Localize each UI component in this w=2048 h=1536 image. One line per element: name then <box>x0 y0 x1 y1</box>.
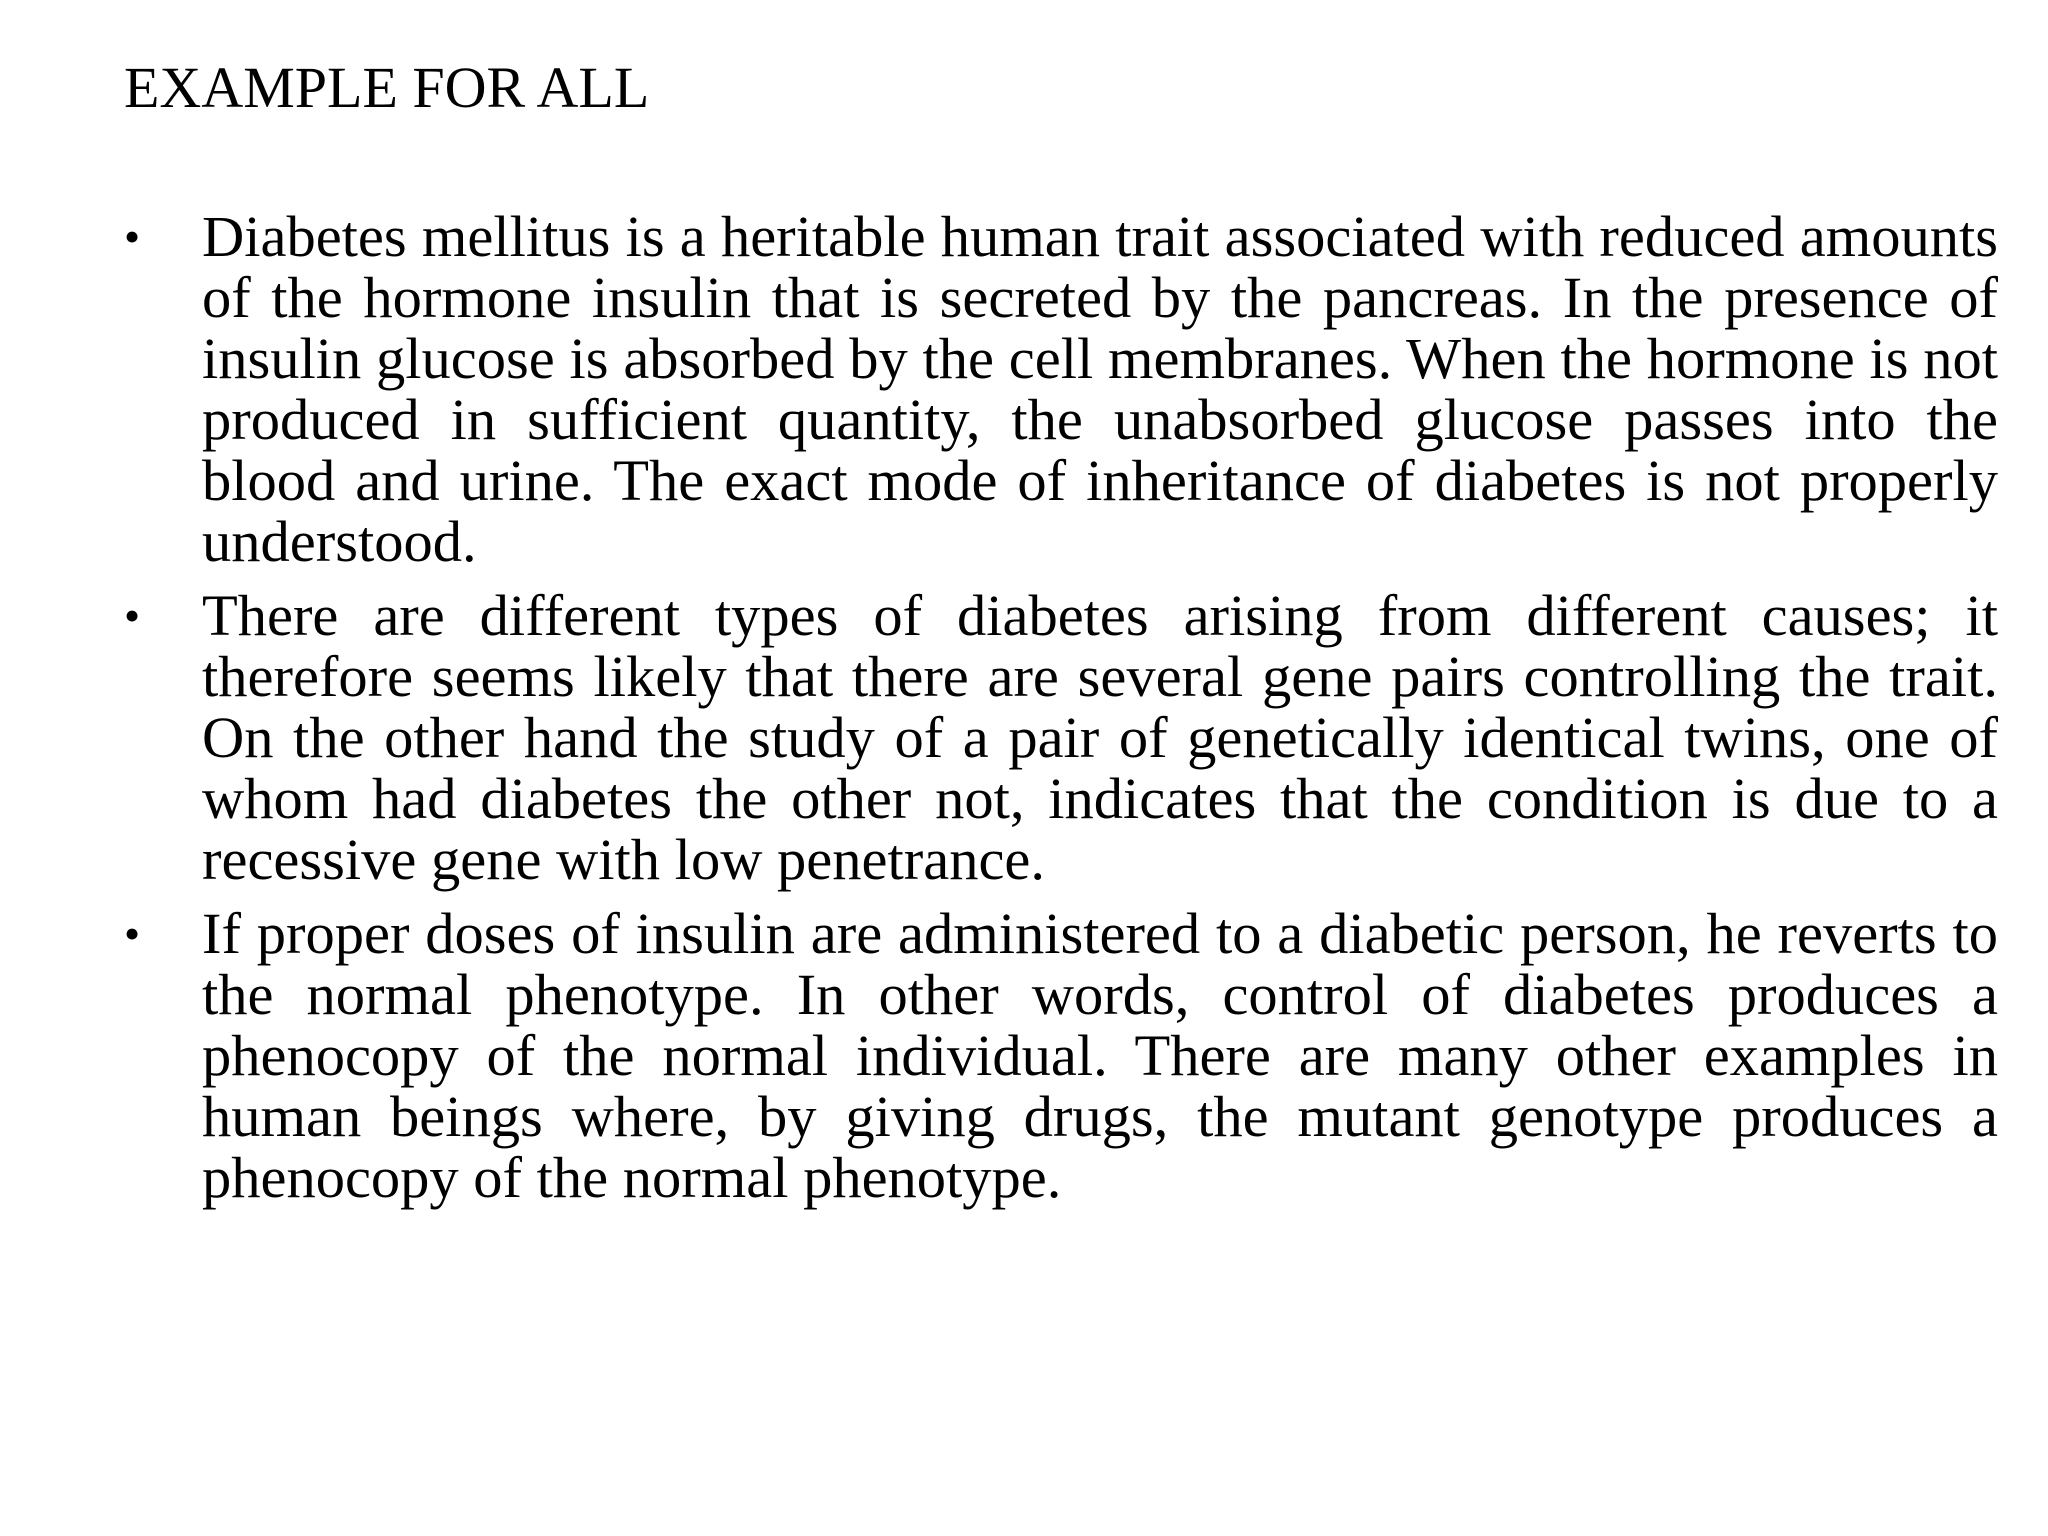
bullet-text-1: Diabetes mellitus is a heritable human trait associated with reduced amounts of the hormone insulin that is secreted by the pancreas. In the presence of insulin glucose is absorbed by the cell membranes. When the hormone is not produced in sufficient quantity, the unabsorbed glucose passes into the blood and urine. The exact mode of inheritance of diabetes is not properly understood. <box>202 204 1998 574</box>
bullet-item-2 <box>124 585 1998 890</box>
bullet-text-3: If proper doses of insulin are administered to a diabetic person, he reverts to the normal phenotype. In other words, control of diabetes produces a phenocopy of the normal individual. There are many other examples in human beings where, by giving drugs, the mutant genotype produces a phenocopy of the normal phenotype. <box>202 901 1998 1210</box>
slide-title: EXAMPLE FOR ALL <box>124 55 650 120</box>
bullet-item-1 <box>124 206 1998 572</box>
bullet-icon: • <box>124 908 141 959</box>
bullet-list <box>124 206 1998 1221</box>
bullet-icon: • <box>124 590 141 641</box>
bullet-icon: • <box>124 211 141 262</box>
bullet-item-3 <box>124 903 1998 1208</box>
bullet-text-2: There are different types of diabetes arising from different causes; it therefore seems likely that there are several gene pairs controlling the trait. On the other hand the study of a pair of genetically identical twins, one of whom had diabetes the other not, indicates that the condition is due to a recessive gene with low penetrance. <box>202 583 1998 892</box>
